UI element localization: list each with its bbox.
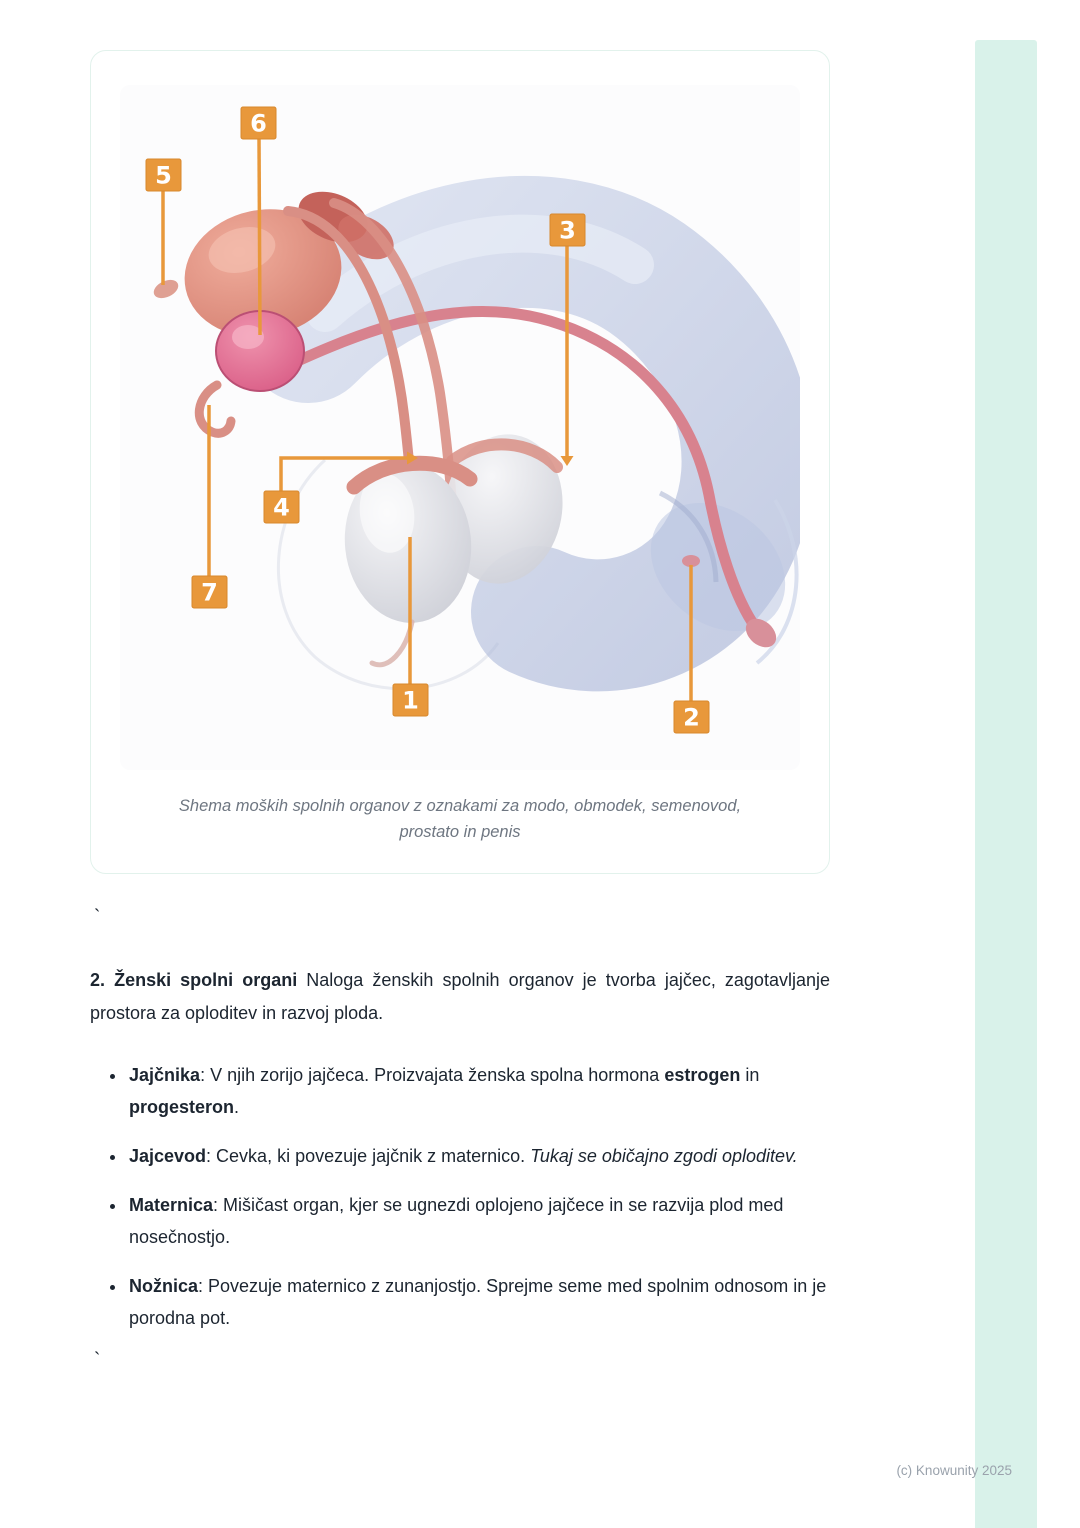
section-intro-paragraph — [90, 964, 830, 1029]
diagram-label-2 — [674, 701, 709, 733]
bold-text-segment: 2. Ženski spolni organi — [90, 970, 298, 991]
text-segment: in — [740, 1064, 760, 1085]
diagram-label-7 — [192, 576, 227, 608]
stray-backtick-bottom: ` — [94, 1350, 101, 1372]
text-segment: : Povezuje maternico z zunanjostjo. Sprejme seme med spolnim odnosom in je porodna pot. — [129, 1276, 827, 1329]
label-4-number: 4 — [273, 493, 290, 522]
bold-text-segment: progesteron — [129, 1096, 235, 1117]
diagram-label-6 — [241, 107, 276, 139]
text-segment: . — [234, 1096, 240, 1117]
right-accent-stripe — [975, 40, 1037, 1528]
bullet-list — [90, 1059, 830, 1334]
list-item — [127, 1189, 830, 1253]
bold-text-segment: Maternica — [129, 1195, 214, 1215]
diagram-label-5 — [146, 159, 181, 191]
anatomy-diagram — [120, 85, 800, 770]
label-2-number: 2 — [683, 703, 700, 732]
diagram-label-4 — [264, 491, 299, 523]
text-segment: : Cevka, ki povezuje jajčnik z maternico. — [206, 1145, 531, 1166]
list-item — [127, 1059, 830, 1123]
text-segment: : Mišičast organ, kjer se ugnezdi oplojeno jajčece in se razvija plod med nosečnostjo. — [129, 1195, 784, 1248]
label-5-number: 5 — [155, 161, 172, 190]
bold-text-segment: estrogen — [664, 1064, 741, 1085]
label-1-number: 1 — [402, 686, 419, 715]
label-6-number: 6 — [250, 109, 267, 138]
bold-text-segment: Jajcevod — [129, 1145, 207, 1166]
copyright-footer: (c) Knowunity 2025 — [896, 1463, 1012, 1478]
stray-backtick-top: ` — [94, 907, 101, 929]
text-segment: Naloga ženskih spolnih organov je tvorba jajčec, zagotavljanje prostora za oploditev in razvoj ploda. — [90, 970, 830, 1023]
male-anatomy-diagram-illustration — [120, 85, 800, 770]
italic-text-segment: Tukaj se običajno zgodi oploditev. — [530, 1145, 798, 1166]
list-item — [127, 1140, 830, 1172]
list-item — [127, 1270, 830, 1334]
figure-caption: Shema moških spolnih organov z oznakami za modo, obmodek, semenovod, prostato in penis — [178, 797, 742, 841]
label-7-number: 7 — [201, 578, 218, 607]
figure-card — [90, 50, 830, 874]
bold-text-segment: Nožnica — [129, 1276, 199, 1297]
label-3-number: 3 — [559, 216, 576, 245]
content-column — [90, 50, 830, 1371]
bold-text-segment: Jajčnika — [129, 1064, 201, 1085]
text-segment: : V njih zorijo jajčeca. Proizvajata ženska spolna hormona — [200, 1064, 665, 1085]
diagram-label-3 — [550, 214, 585, 246]
diagram-label-1 — [393, 684, 428, 716]
